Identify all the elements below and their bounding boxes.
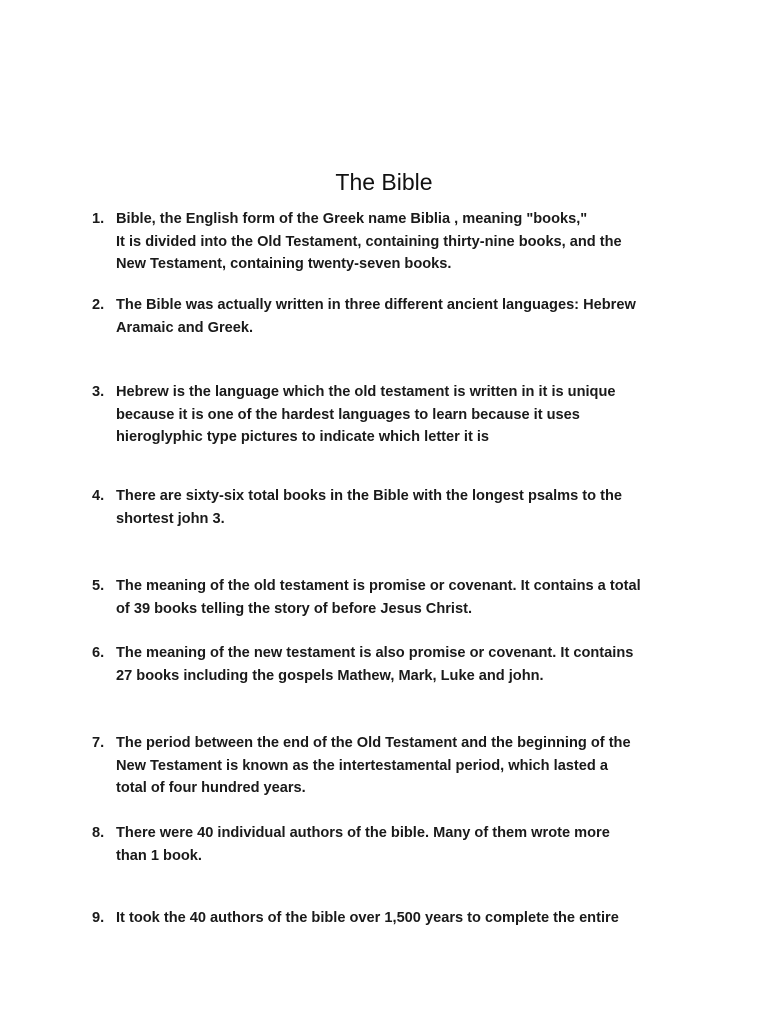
list-item-line: There were 40 individual authors of the bible. Many of them wrote more [116, 825, 610, 841]
list-item-text [116, 822, 692, 867]
list-item-line: than 1 book. [116, 847, 202, 864]
list-item-text [116, 294, 692, 339]
list-item-line: Bible, the English form of the Greek name Biblia , meaning "books," [116, 211, 588, 227]
list-item [92, 907, 692, 930]
list-item-line: The Bible was actually written in three different ancient languages: Hebrew [116, 297, 636, 313]
list-item-line: It took the 40 authors of the bible over 1,500 years to complete the entire [116, 910, 619, 926]
list-item-line: 27 books including the gospels Mathew, Mark, Luke and john. [116, 667, 544, 684]
list-item [92, 732, 692, 800]
list-item-text [116, 208, 692, 276]
list-item-line: The period between the end of the Old Testament and the beginning of the [116, 735, 631, 751]
list-item-line: shortest john 3. [116, 510, 225, 527]
list-item-line: The meaning of the old testament is promise or covenant. It contains a total [116, 578, 641, 594]
list-item-number: 9. [92, 910, 105, 926]
list-item-line: New Testament, containing twenty-seven books. [116, 256, 452, 272]
list-item-number: 6. [92, 645, 105, 661]
list-item-text [116, 381, 692, 449]
list-item-line: hieroglyphic type pictures to indicate which letter it is [116, 429, 490, 445]
list-item-line: because it is one of the hardest languages to learn because it uses [116, 406, 580, 423]
list-item [92, 822, 692, 867]
list-item-number: 8. [92, 825, 105, 841]
list-item [92, 208, 692, 276]
list-item [92, 642, 692, 687]
list-item-line: Aramaic and Greek. [116, 319, 254, 336]
list-item-line: There are sixty-six total books in the Bible with the longest psalms to the [116, 488, 623, 504]
list-item [92, 294, 692, 339]
list-item-number: 5. [92, 578, 105, 594]
list-item-number: 2. [92, 297, 105, 313]
list-item-line: The meaning of the new testament is also promise or covenant. It contains [116, 645, 634, 661]
page-title: The Bible [335, 169, 433, 195]
list-item [92, 485, 692, 530]
list-item-text [116, 575, 692, 620]
list-item-number: 4. [92, 488, 105, 504]
list-item [92, 381, 692, 449]
list-item-text [116, 732, 692, 800]
list-item-text [116, 642, 692, 687]
list-item [92, 575, 692, 620]
list-item-line: of 39 books telling the story of before Jesus Christ. [116, 600, 472, 617]
list-item-number: 7. [92, 735, 105, 751]
list-item-number: 3. [92, 384, 105, 400]
list-item-number: 1. [92, 211, 105, 227]
list-item-line: total of four hundred years. [116, 780, 306, 796]
list-item-line: Hebrew is the language which the old testament is written in it is unique [116, 384, 616, 400]
list-item-text [116, 485, 692, 530]
list-item-line: It is divided into the Old Testament, containing thirty-nine books, and the [116, 233, 622, 250]
list-item-text [116, 907, 692, 930]
list-item-line: New Testament is known as the intertestamental period, which lasted a [116, 757, 608, 774]
